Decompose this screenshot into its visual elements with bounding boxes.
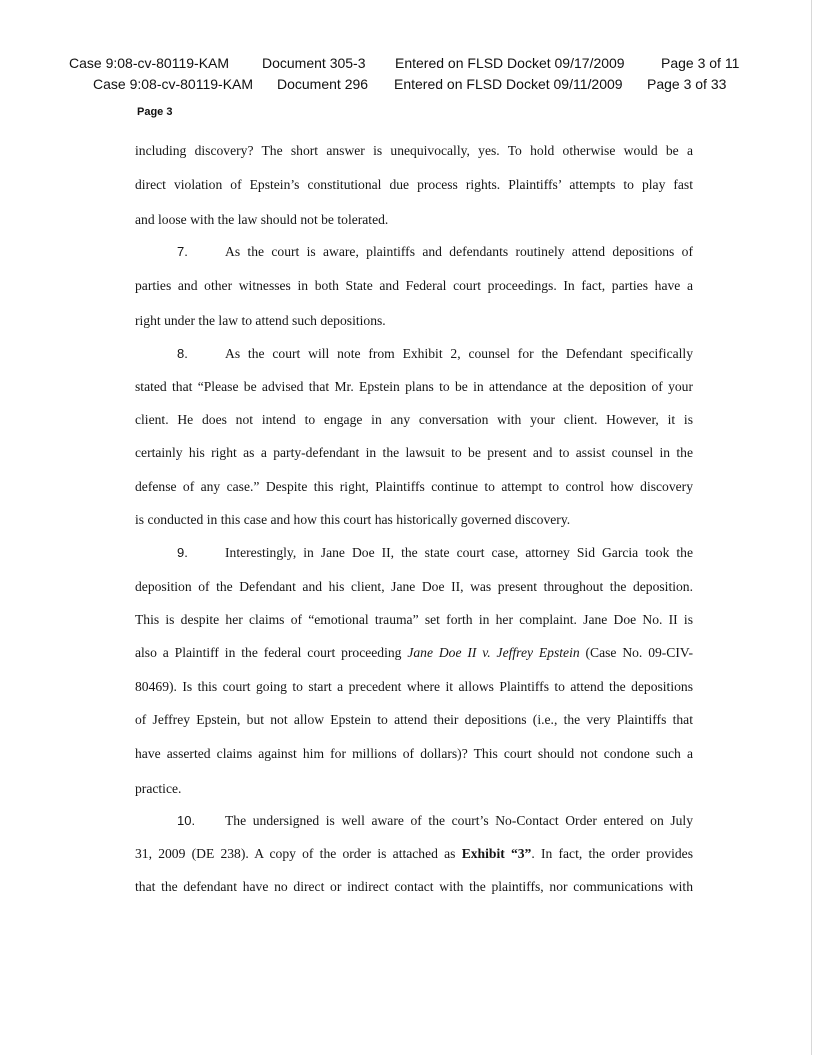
header-entered-docket: Entered on FLSD Docket 09/11/2009 (394, 76, 623, 92)
body-line: that the defendant have no direct or indirect contact with the plaintiffs, nor communications with (135, 879, 693, 894)
body-line-text: As the court is aware, plaintiffs and defendants routinely attend depositions of (225, 244, 693, 259)
body-line: 80469). Is this court going to start a precedent where it allows Plaintiffs to attend the depositions (135, 679, 693, 694)
paragraph-10-first-line (135, 813, 693, 831)
header-document-number: Document 296 (277, 76, 369, 92)
court-header-line-2 (0, 76, 816, 94)
paragraph-number: 9. (177, 545, 188, 560)
body-line: client. He does not intend to engage in any conversation with your client. However, it is (135, 412, 693, 427)
body-line: parties and other witnesses in both State and Federal court proceedings. In fact, parties have a (135, 278, 693, 293)
body-line: including discovery? The short answer is unequivocally, yes. To hold otherwise would be a (135, 143, 693, 158)
body-line: stated that “Please be advised that Mr. Epstein plans to be in attendance at the deposition of your (135, 379, 693, 394)
body-line-text: also a Plaintiff in the federal court proceeding (135, 645, 408, 660)
body-line: of Jeffrey Epstein, but not allow Epstein to attend their depositions (i.e., the very Plaintiffs that (135, 712, 693, 727)
scan-margin-line (811, 0, 812, 1055)
body-line: This is despite her claims of “emotional trauma” set forth in her complaint. Jane Doe No. II is (135, 612, 693, 627)
body-line: have asserted claims against him for millions of dollars)? This court should not condone such a (135, 746, 693, 761)
paragraph-9-first-line (135, 545, 693, 563)
court-header-line-1 (0, 55, 816, 73)
body-line: and loose with the law should not be tolerated. (135, 212, 389, 227)
header-document-number: Document 305-3 (262, 55, 366, 71)
exhibit-reference: Exhibit “3” (461, 846, 532, 861)
body-line: right under the law to attend such depositions. (135, 313, 386, 328)
header-case-number: Case 9:08-cv-80119-KAM (69, 55, 230, 71)
header-page-count: Page 3 of 11 (661, 55, 740, 71)
body-line-text: . In fact, the order provides (531, 846, 693, 861)
body-line-text: The undersigned is well aware of the court’s No-Contact Order entered on July (225, 813, 693, 828)
header-page-count: Page 3 of 33 (647, 76, 727, 92)
case-citation: Jane Doe II v. Jeffrey Epstein (407, 645, 580, 660)
body-line: is conducted in this case and how this court has historically governed discovery. (135, 512, 571, 527)
body-line-text: As the court will note from Exhibit 2, counsel for the Defendant specifically (225, 346, 693, 361)
body-line-with-case-citation (135, 645, 693, 663)
paragraph-8-first-line (135, 346, 693, 364)
paragraph-7-first-line (135, 244, 693, 262)
body-line: deposition of the Defendant and his client, Jane Doe II, was present throughout the deposition. (135, 579, 693, 594)
page-label: Page 3 (137, 106, 173, 118)
header-entered-docket: Entered on FLSD Docket 09/17/2009 (395, 55, 625, 71)
paragraph-number: 7. (177, 244, 188, 259)
body-line-text: 31, 2009 (DE 238). A copy of the order is attached as (135, 846, 462, 861)
paragraph-number: 10. (177, 813, 196, 828)
body-line: practice. (135, 781, 182, 796)
paragraph-number: 8. (177, 346, 188, 361)
body-line: defense of any case.” Despite this right, Plaintiffs continue to attempt to control how discovery (135, 479, 693, 494)
body-line: certainly his right as a party-defendant in the lawsuit to be present and to assist counsel in the (135, 445, 693, 460)
header-case-number: Case 9:08-cv-80119-KAM (93, 76, 254, 92)
body-line-with-exhibit-reference (135, 846, 693, 864)
body-line-text: Interestingly, in Jane Doe II, the state court case, attorney Sid Garcia took the (225, 545, 693, 560)
body-line: direct violation of Epstein’s constitutional due process rights. Plaintiffs’ attempts to play fast (135, 177, 693, 192)
body-line-text: (Case No. 09-CIV- (579, 645, 693, 660)
